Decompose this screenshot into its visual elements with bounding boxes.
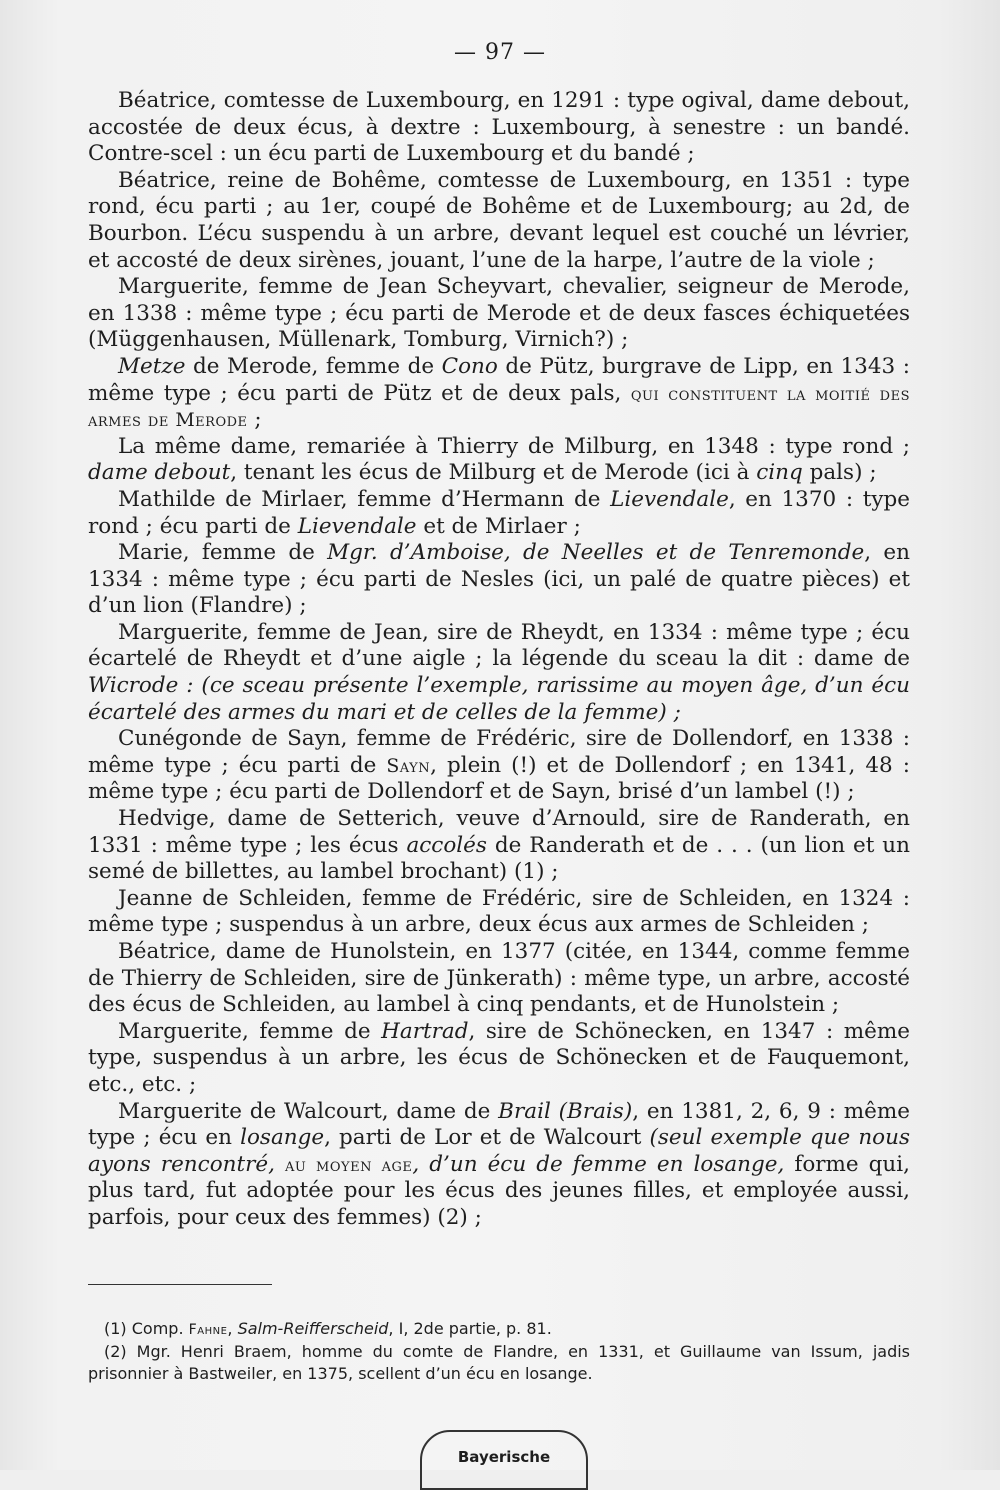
paragraph bbox=[88, 886, 910, 939]
text-run: au moyen age bbox=[284, 1153, 413, 1176]
text-run: dame debout bbox=[88, 460, 231, 486]
text-run: , d’un écu de femme en losange, bbox=[412, 1151, 785, 1177]
paragraph bbox=[88, 620, 910, 726]
footnotes bbox=[88, 1318, 910, 1385]
text-run: Marie, femme de bbox=[118, 540, 328, 566]
paragraph bbox=[88, 354, 910, 434]
text-run: pals) ; bbox=[802, 460, 877, 486]
text-run: Mathilde de Mirlaer, femme d’Hermann de bbox=[118, 486, 611, 512]
text-run: (2) Mgr. Henri Braem, homme du comte de Flandre, en 1331, et Guillaume van Issum, jadis prisonnier à Bastweiler, en 1375, scellent d’un écu en losange. bbox=[88, 1342, 910, 1383]
paragraph bbox=[88, 487, 910, 540]
text-run: de Pütz, burgrave de Lipp, en 1343 : même type ; écu parti de Pütz et de deux pals, bbox=[88, 353, 910, 406]
text-run: Cono bbox=[441, 353, 498, 379]
text-run: Sayn bbox=[386, 754, 431, 777]
page-number: — 97 — bbox=[454, 40, 546, 65]
text-run: accolés bbox=[406, 832, 487, 858]
footnote-separator bbox=[88, 1284, 272, 1285]
text-run: Brail (Brais) bbox=[498, 1098, 633, 1124]
text-run: , sire de Schönecken, en 1347 : même type, suspendus à un arbre, les écus de Schönecken et de Fauquemont, etc., etc. ; bbox=[88, 1018, 910, 1097]
text-run: cinq bbox=[756, 460, 803, 486]
text-run: Jeanne de Schleiden, femme de Frédéric, sire de Schleiden, en 1324 : même type ; suspendus à un arbre, deux écus aux armes de Schleiden ; bbox=[88, 885, 910, 938]
text-run: de Randerath et de . . . (un lion et un semé de billettes, au lambel brochant) (1) ; bbox=[88, 832, 910, 885]
text-run: Béatrice, dame de Hunolstein, en 1377 (citée, en 1344, comme femme de Thierry de Schleiden, sire de Jünkerath) : même type, un arbre, accosté des écus de Schleiden, au lambel à cinq pendants, et de Hunolstein ; bbox=[88, 939, 910, 1018]
paragraph bbox=[88, 168, 910, 274]
text-run: Hartrad bbox=[381, 1018, 469, 1044]
text-run: Lievendale bbox=[610, 486, 729, 512]
library-stamp bbox=[420, 1430, 588, 1490]
paragraph bbox=[88, 806, 910, 886]
text-run: Marguerite, femme de bbox=[118, 1018, 382, 1044]
text-run: Salm-Reifferscheid bbox=[237, 1319, 389, 1338]
text-run: , en 1334 : même type ; écu parti de Nesles (ici, un palé de quatre pièces) et d’un lion (Flandre) ; bbox=[88, 540, 911, 619]
text-run: Marguerite de Walcourt, dame de bbox=[118, 1098, 499, 1124]
text-run: La même dame, remariée à Thierry de Milburg, en 1348 : type rond ; bbox=[118, 433, 910, 459]
text-run: qui constituent la moitié des armes de Merode bbox=[88, 382, 910, 432]
text-run: Marguerite, femme de Jean Scheyvart, chevalier, seigneur de Merode, en 1338 : même type ; écu parti de Merode et de deux fasces échiquetées (Müggenhausen, Müllenark, Tomburg, Virnich?) ; bbox=[88, 274, 910, 353]
text-run: Fahne bbox=[188, 1322, 228, 1338]
footnote bbox=[88, 1341, 910, 1385]
text-run: Cunégonde de Sayn, femme de Frédéric, sire de Dollendorf, en 1338 : même type ; écu parti de bbox=[88, 726, 910, 778]
footnote bbox=[88, 1318, 910, 1341]
paragraph bbox=[88, 434, 910, 487]
text-run: Béatrice, comtesse de Luxembourg, en 1291 : type ogival, dame debout, accostée de deux écus, à dextre : Luxembourg, à senestre : un bandé. Contre-scel : un écu parti de Luxembourg et du bandé ; bbox=[88, 88, 910, 167]
paragraph bbox=[88, 939, 910, 1019]
text-run: ; bbox=[247, 407, 262, 433]
text-run: (1) Comp. bbox=[104, 1319, 189, 1338]
text-run: Hedvige, dame de Setterich, veuve d’Arnould, sire de Randerath, en 1331 : même type ; les écus bbox=[88, 806, 910, 858]
text-run: , plein (!) et de Dollendorf ; en 1341, 48 : même type ; écu parti de Dollendorf et de Sayn, brisé d’un lambel (!) ; bbox=[88, 752, 910, 805]
text-run: , bbox=[227, 1319, 238, 1338]
paragraph bbox=[88, 1019, 910, 1099]
text-run: , parti de Lor et de Walcourt bbox=[324, 1125, 650, 1151]
text-run: , en 1381, 2, 6, 9 : même type ; écu en bbox=[88, 1098, 910, 1151]
text-run: , I, 2de partie, p. 81. bbox=[388, 1319, 552, 1338]
text-run: losange bbox=[240, 1125, 325, 1151]
text-run: et de Mirlaer ; bbox=[416, 513, 581, 539]
stamp-text: Bayerische bbox=[457, 1448, 551, 1466]
text-run: Marguerite, femme de Jean, sire de Rheydt, en 1334 : même type ; écu écartelé de Rheydt et d’une aigle ; la légende du sceau la dit : dame de bbox=[88, 619, 910, 672]
paragraph bbox=[88, 726, 910, 806]
text-run: forme qui, plus tard, fut adoptée pour les écus des jeunes filles, et employée aussi, parfois, pour ceux des femmes) (2) ; bbox=[88, 1151, 910, 1230]
text-run: Béatrice, reine de Bohême, comtesse de Luxembourg, en 1351 : type rond, écu parti ; au 1er, coupé de Bohême et de Luxembourg; au 2d, de Bourbon. L’écu suspendu à un arbre, devant lequel est couché un lévrier, et accosté de deux sirènes, jouant, l’une de la harpe, l’autre de la viole ; bbox=[88, 167, 910, 273]
paragraph bbox=[88, 1099, 910, 1232]
text-run: Lievendale bbox=[297, 513, 417, 539]
text-run: Metze bbox=[118, 353, 186, 379]
text-run: de Merode, femme de bbox=[185, 353, 442, 379]
paragraph bbox=[88, 274, 910, 354]
paragraph bbox=[88, 540, 910, 620]
text-run: Wicrode : (ce sceau présente l’exemple, rarissime au moyen âge, d’un écu écartelé des armes du mari et de celles de la femme) ; bbox=[88, 673, 910, 725]
text-run: Mgr. d’Amboise, de Neelles et de Tenremonde bbox=[327, 540, 865, 566]
text-run: (seul exemple que nous ayons rencontré, bbox=[88, 1125, 911, 1177]
text-run: , tenant les écus de Milburg et de Merode (ici à bbox=[230, 460, 757, 486]
text-run: , en 1370 : type rond ; écu parti de bbox=[88, 486, 910, 539]
paragraph bbox=[88, 88, 910, 168]
body-text bbox=[88, 88, 910, 1232]
